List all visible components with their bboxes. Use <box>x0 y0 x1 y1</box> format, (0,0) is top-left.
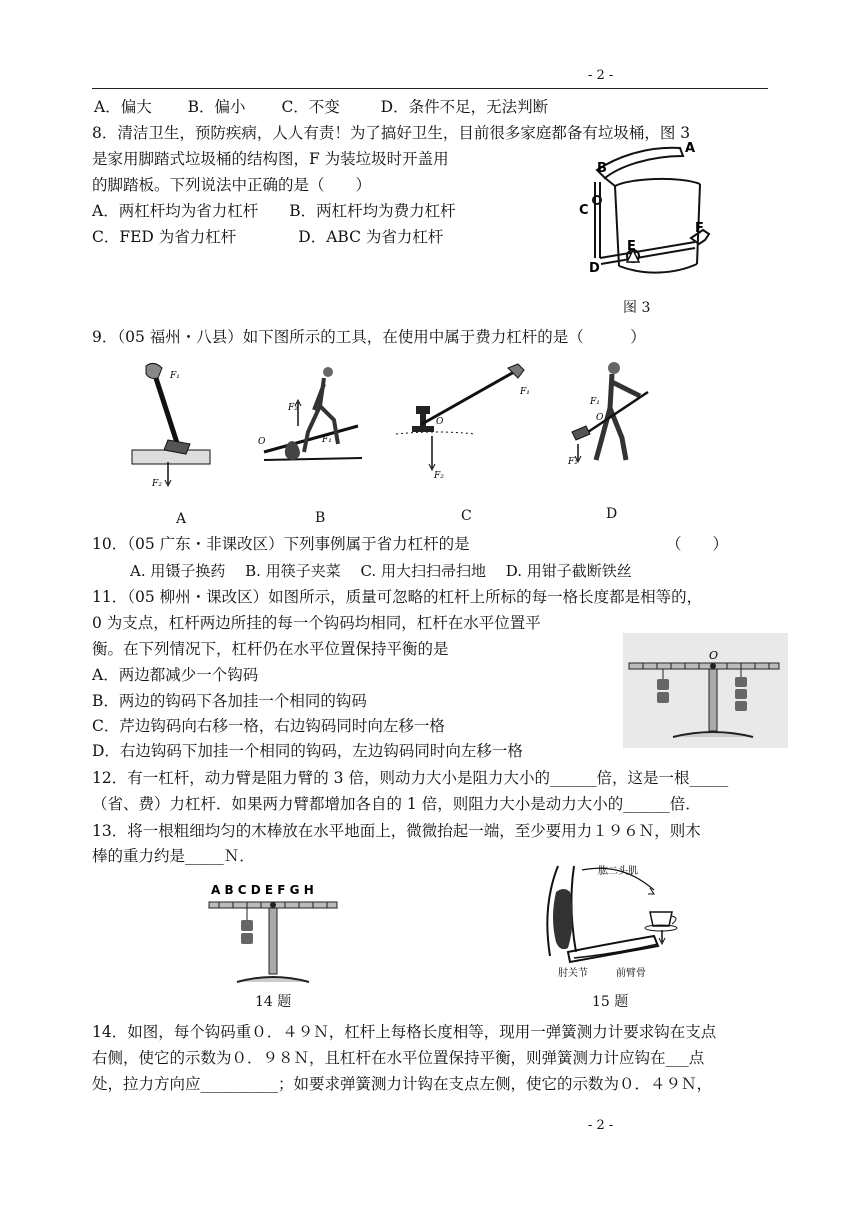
q9a-label-f2: F₂ <box>152 479 162 489</box>
q9d-label-f1: F₁ <box>590 397 600 407</box>
q13-line2: 棒的重力约是_____Ｎ． <box>92 847 255 865</box>
q9d-label-o: O <box>596 413 604 423</box>
q14-line2: 右侧，使它的示数为０．９８Ｎ，且杠杆在水平位置保持平衡，则弹簧测力计应钩在___点 <box>92 1049 705 1067</box>
q10-text: 10．（05 广东・非课改区）下列事例属于省力杠杆的是 <box>92 535 470 553</box>
q9c-label-o: O <box>436 417 444 427</box>
fig3-label-d: D <box>589 261 600 276</box>
q9-figure-d-shovel <box>566 360 666 470</box>
q12-line2: （省、费）力杠杆．如果两力臂都增加各自的 1 倍，则阻力大小是动力大小的______倍． <box>92 795 701 813</box>
q11-fig-label-o: O <box>709 649 719 662</box>
fig15-label-joint: 肘关节 <box>558 968 588 979</box>
figure-14-lever <box>203 880 343 990</box>
q8-options-cd: C．FED 为省力杠杆 D．ABC 为省力杠杆 <box>92 228 444 246</box>
q9-choice-a: A <box>176 511 187 527</box>
q9b-label-f2: F₂ <box>288 403 298 413</box>
q10-answer-blank: （ ） <box>666 535 729 553</box>
q9c-label-f2: F₂ <box>434 471 444 481</box>
q9a-label-f1: F₁ <box>170 371 180 381</box>
q14-line1: 14．如图，每个钩码重０．４９Ｎ，杠杆上每格长度相等，现用一弹簧测力计要求钩在支点 <box>92 1023 717 1041</box>
q9-choice-c: C <box>461 508 472 524</box>
q9-text: 9．（05 福州・八县）如下图所示的工具，在使用中属于费力杠杆的是（ ） <box>92 328 646 346</box>
figure-3-caption: 图 3 <box>623 300 651 316</box>
q10-options: A. 用镊子换药 B. 用筷子夹菜 C. 用大扫扫帚扫地 D. 用钳子截断铁丝 <box>130 562 632 580</box>
figure-15-caption: 15 题 <box>592 994 629 1010</box>
q8-line2: 是家用脚踏式垃圾桶的结构图，F 为装垃圾时开盖用 <box>92 150 449 168</box>
fig3-label-c: C <box>579 203 589 218</box>
q9b-label-f1: F₁ <box>322 435 332 445</box>
figure-14-caption: 14 题 <box>255 994 292 1010</box>
q9-choice-b: B <box>315 510 326 526</box>
q11-line3: 衡。在下列情况下，杠杆仍在水平位置保持平衡的是 <box>92 640 449 658</box>
fig14-letters: A B C D E F G H <box>211 883 314 897</box>
fig3-label-b: B <box>597 161 607 176</box>
figure-3-trash-can <box>575 138 725 288</box>
q8-line3: 的脚踏板。下列说法中正确的是（ ） <box>92 176 372 194</box>
q9b-label-o: O <box>258 437 266 447</box>
q11-line1: 11．（05 柳州・课改区）如图所示，质量可忽略的杠杆上所标的每一格长度都是相等的， <box>92 588 703 606</box>
footer-page-number: - 2 - <box>588 1118 614 1133</box>
q9d-label-f2: F₂ <box>568 457 578 467</box>
q11-line2: 0 为支点，杠杆两边所挂的每一个钩码均相同，杠杆在水平位置平 <box>92 614 541 632</box>
fig3-label-a: A <box>685 141 696 156</box>
fig15-label-muscle: 肱二头肌 <box>598 866 638 877</box>
q9-figure-c-crowbar <box>396 362 546 482</box>
q9-figure-b-lever <box>258 366 368 476</box>
q9-figure-a-hammer <box>132 362 212 492</box>
figure-15-arm <box>538 862 698 982</box>
header-divider <box>92 88 768 89</box>
q9c-label-f1: F₁ <box>520 387 530 397</box>
fig15-label-bone: 前臂骨 <box>616 968 646 979</box>
fig3-label-f: F <box>695 221 704 236</box>
q11-lever-figure <box>623 633 788 748</box>
q7-options: A．偏大 B．偏小 C．不变 D．条件不足，无法判断 <box>94 98 549 116</box>
q11-option-b: B．两边的钩码下各加挂一个相同的钩码 <box>92 692 367 710</box>
q8-options-ab: A．两杠杆均为省力杠杆 B．两杠杆均为费力杠杆 <box>92 202 456 220</box>
q11-option-c: C．芹边钩码向右移一格，右边钩码同时向左移一格 <box>92 717 445 735</box>
q8-line1: 8．清洁卫生，预防疾病，人人有责！为了搞好卫生，目前很多家庭都备有垃圾桶，图 3 <box>92 124 691 142</box>
q11-option-a: A．两边都减少一个钩码 <box>92 666 259 684</box>
q11-option-d: D．右边钩码下加挂一个相同的钩码，左边钩码同时向左移一格 <box>92 742 523 760</box>
q9-choice-d: D <box>606 506 618 522</box>
q12-line1: 12．有一杠杆，动力臂是阻力臂的 3 倍，则动力大小是阻力大小的______倍，这是一根_____ <box>92 769 729 787</box>
q13-line1: 13．将一根粗细均匀的木棒放在水平地面上，微微抬起一端，至少要用力１９６Ｎ，则木 <box>92 822 701 840</box>
header-page-number: - 2 - <box>588 68 614 83</box>
fig3-label-e: E <box>627 239 636 254</box>
q14-line3: 处，拉力方向应__________；如要求弹簧测力计钩在支点左侧，使它的示数为０．４９Ｎ， <box>92 1075 713 1093</box>
